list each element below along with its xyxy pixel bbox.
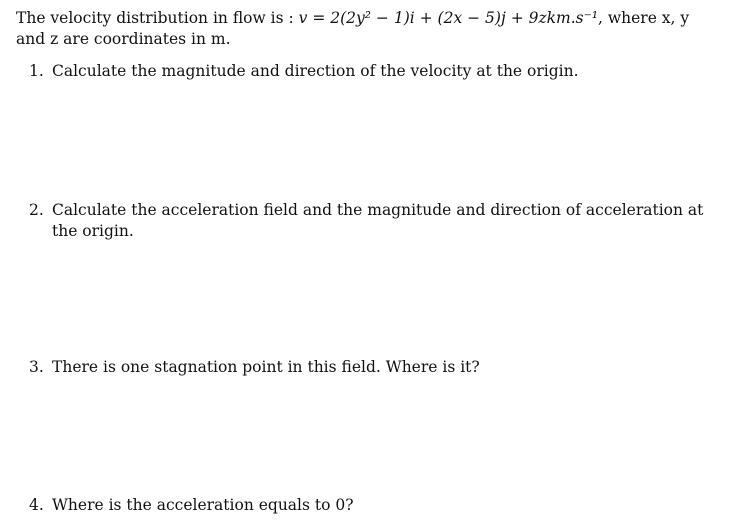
question-text: Calculate the magnitude and direction of the velocity at the origin. bbox=[52, 62, 579, 80]
question-number: 2. bbox=[29, 201, 44, 219]
statement-suffix: , where x, y and z are coordinates in m. bbox=[16, 9, 690, 48]
question-2 bbox=[29, 200, 709, 242]
question-text: Where is the acceleration equals to 0? bbox=[52, 496, 354, 514]
velocity-equation: v = 2(2y² − 1)i + (2x − 5)j + 9zkm.s⁻¹ bbox=[298, 9, 599, 27]
question-number: 3. bbox=[29, 358, 44, 376]
question-1 bbox=[29, 61, 709, 82]
question-text: There is one stagnation point in this field. Where is it? bbox=[52, 358, 480, 376]
problem-statement bbox=[16, 8, 706, 50]
question-4 bbox=[29, 495, 709, 516]
question-number: 4. bbox=[29, 496, 44, 514]
question-number: 1. bbox=[29, 62, 44, 80]
question-text: Calculate the acceleration field and the magnitude and direction of acceleration at the origin. bbox=[52, 201, 704, 240]
question-3 bbox=[29, 357, 709, 378]
statement-prefix: The velocity distribution in flow is : bbox=[16, 9, 299, 27]
